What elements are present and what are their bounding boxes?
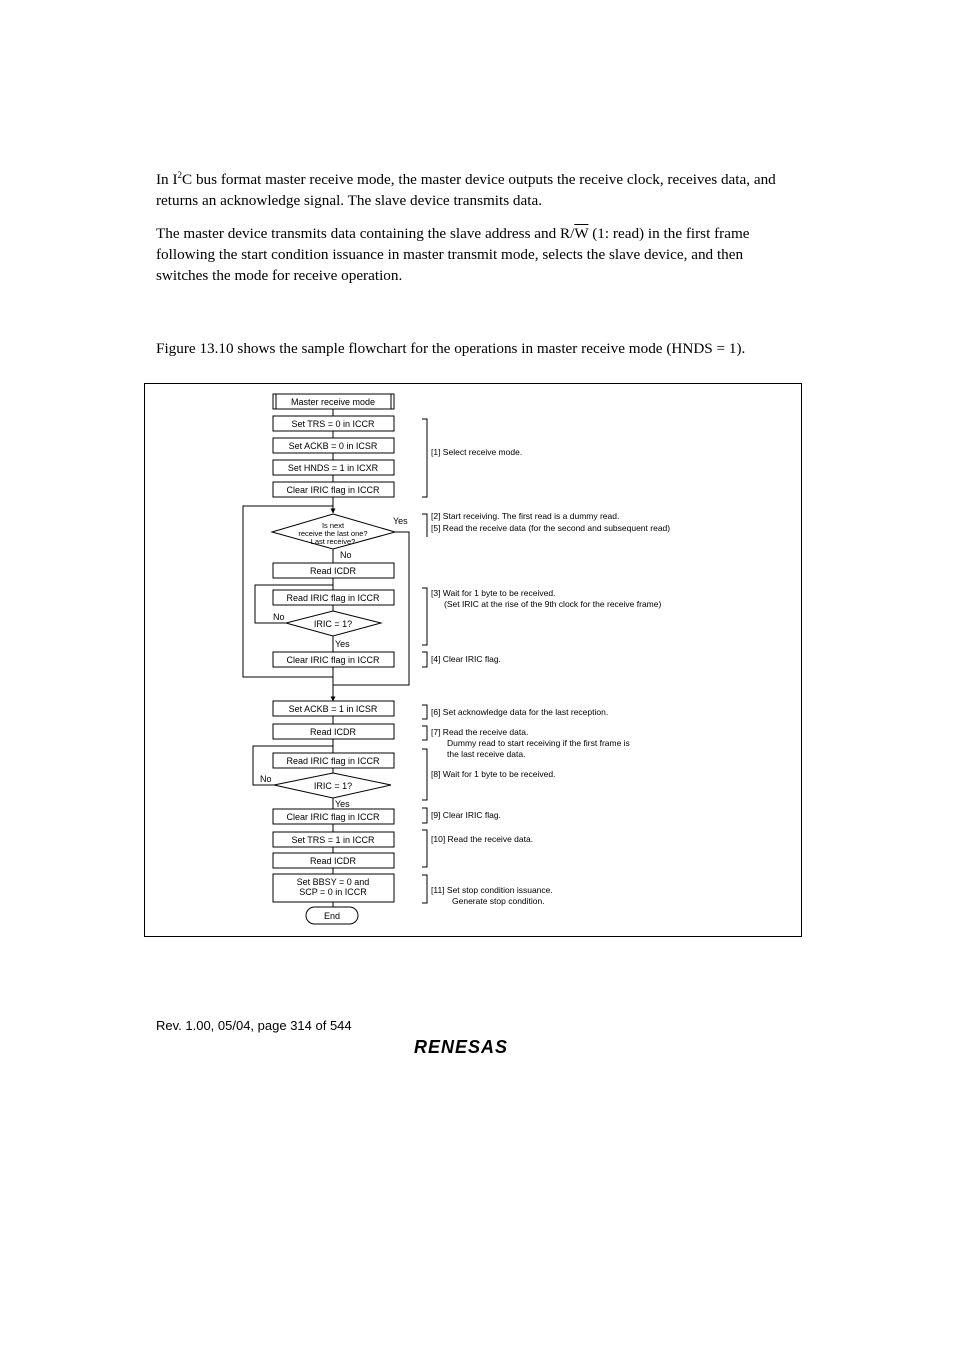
read-iric-label-1: Read IRIC flag in ICCR xyxy=(286,593,380,603)
last-receive-label-1: Is next xyxy=(321,521,345,530)
clear-iric-label-1: Clear IRIC flag in ICCR xyxy=(286,485,380,495)
note-1: [1] Select receive mode. xyxy=(431,447,523,457)
logo-wordmark: RENESAS xyxy=(414,1037,509,1057)
no-label-iric-2: No xyxy=(260,774,272,784)
note-10: [10] Read the receive data. xyxy=(431,834,534,844)
note-7c: the last receive data. xyxy=(447,749,526,759)
iric-decision-label-2: IRIC = 1? xyxy=(313,781,353,791)
no-label-last: No xyxy=(340,550,352,560)
note-11b: Generate stop condition. xyxy=(452,896,545,906)
start-label: Master receive mode xyxy=(290,397,376,407)
note-8: [8] Wait for 1 byte to be received. xyxy=(431,769,556,779)
note-9: [9] Clear IRIC flag. xyxy=(431,810,501,820)
end-label: End xyxy=(323,911,341,921)
read-icdr-label-1: Read ICDR xyxy=(309,566,357,576)
set-bbsy-label-1: Set BBSY = 0 and xyxy=(296,877,370,887)
note-6: [6] Set acknowledge data for the last reception. xyxy=(431,707,609,717)
set-hnds-1-label: Set HNDS = 1 in ICXR xyxy=(287,463,379,473)
set-bbsy-label-2: SCP = 0 in ICCR xyxy=(299,887,367,897)
read-icdr-label-2: Read ICDR xyxy=(309,727,357,737)
last-receive-label-2: receive the last one? xyxy=(298,529,368,538)
clear-iric-label-3: Clear IRIC flag in ICCR xyxy=(286,812,380,822)
note-2: [2] Start receiving. The first read is a dummy read. xyxy=(431,511,620,521)
note-3b: (Set IRIC at the rise of the 9th clock for the receive frame) xyxy=(444,599,662,609)
note-4: [4] Clear IRIC flag. xyxy=(431,654,501,664)
note-3a: [3] Wait for 1 byte to be received. xyxy=(431,588,556,598)
note-5: [5] Read the receive data (for the second and subsequent read) xyxy=(431,523,671,533)
last-receive-label-3: Last receive? xyxy=(310,537,356,546)
read-icdr-label-3: Read ICDR xyxy=(309,856,357,866)
no-label-iric-1: No xyxy=(273,612,285,622)
iric-decision-label-1: IRIC = 1? xyxy=(313,619,353,629)
clear-iric-label-2: Clear IRIC flag in ICCR xyxy=(286,655,380,665)
set-trs-0-label: Set TRS = 0 in ICCR xyxy=(291,419,375,429)
set-ackb-0-label: Set ACKB = 0 in ICSR xyxy=(288,441,378,451)
read-iric-label-2: Read IRIC flag in ICCR xyxy=(286,756,380,766)
yes-label-iric-2: Yes xyxy=(335,799,350,809)
yes-label-last: Yes xyxy=(393,516,408,526)
figure-reference-paragraph: Figure 13.10 shows the sample flowchart for the operations in master receive mode (HNDS = 1). xyxy=(156,340,746,357)
note-7b: Dummy read to start receiving if the first frame is xyxy=(447,738,630,748)
set-trs-1-label: Set TRS = 1 in ICCR xyxy=(291,835,375,845)
page-footer: Rev. 1.00, 05/04, page 314 of 544 xyxy=(156,1018,352,1033)
yes-label-iric-1: Yes xyxy=(335,639,350,649)
note-7a: [7] Read the receive data. xyxy=(431,727,529,737)
renesas-logo xyxy=(412,1036,536,1063)
intro-paragraph: In $I^2C$ bus format master receive mode, the master device outputs the receive clock, receives data, and returns an acknowledge signal. The slave device transmits data. xyxy=(156,170,776,210)
set-ackb-1-label: Set ACKB = 1 in ICSR xyxy=(288,704,378,714)
flowchart-figure xyxy=(144,383,802,937)
slave-address-paragraph: The master device transmits data containing the slave address and $R/\overline{W}$ (1: read) in the first frame following the start condition issuance in master transmit mode, selects the slave device, and then switches the mode for receive operation. xyxy=(156,225,750,284)
note-11a: [11] Set stop condition issuance. xyxy=(431,885,553,895)
